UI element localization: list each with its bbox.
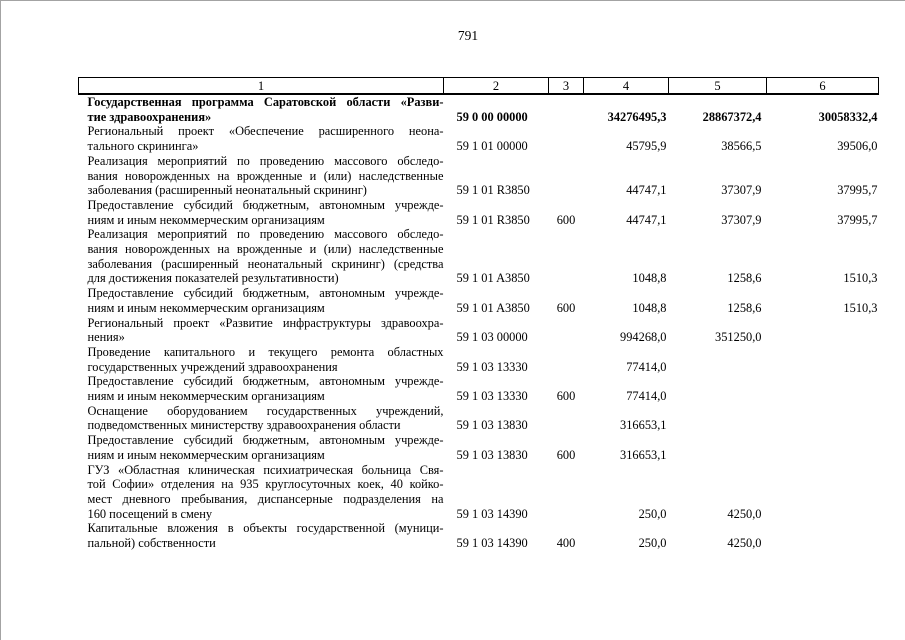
name-cell [79,521,444,550]
expense-type-cell [549,316,584,345]
name-line: ниям и иным некоммерческим организациям [87,212,325,227]
expense-type-cell [549,404,584,433]
amount-cell [767,316,879,345]
name-cell [79,94,444,124]
name-cell [79,433,444,462]
table-row [79,463,879,522]
amount-cell: 45795,9 [626,139,667,154]
amount-cell: 38566,5 [721,139,762,154]
name-line: Предоставление субсидий бюджетным, автономным учрежде- [87,286,444,301]
name-cell [79,374,444,403]
name-line: Реализация мероприятий по проведению массового обследо- [87,153,444,168]
name-line: тие здравоохранения» [87,109,212,124]
amount-cell: 994268,0 [620,330,667,345]
amount-cell [669,345,767,374]
amount-cell: 1510,3 [843,271,878,286]
name-line: Предоставление субсидий бюджетным, автономным учрежде- [87,197,444,212]
name-line: ниям и иным некоммерческим организациям [87,300,325,315]
target-code-cell: 59 1 03 13330 [456,389,528,404]
name-line: Оснащение оборудованием государственных учреждений, [87,403,444,418]
column-header: 5 [669,78,767,95]
name-line: ГУЗ «Областная клиническая психиатрическая больница Свя- [87,462,444,477]
name-line: заболевания (расширенный неонатальный скрининг) (средства [87,256,444,271]
name-line: Региональный проект «Обеспечение расширенного неона- [87,124,444,139]
amount-cell [767,404,879,433]
name-line: государственных учреждений здравоохранения [87,359,338,374]
amount-cell: 37307,9 [721,212,762,227]
amount-cell: 37995,7 [837,212,878,227]
amount-cell [767,374,879,403]
target-code-cell: 59 0 00 00000 [456,109,528,124]
amount-cell: 77414,0 [626,389,667,404]
target-code-cell: 59 1 01 R3850 [456,183,530,198]
name-line: вания новорожденных на врожденные и (или) наследственные [87,168,444,183]
name-line: ниям и иным некоммерческим организациям [87,389,325,404]
amount-cell: 39506,0 [837,139,878,154]
name-line: мест дневного пребывания, диспансерные подразделения на [87,491,444,506]
name-line: Региональный проект «Развитие инфраструктуры здравоохра- [87,315,444,330]
amount-cell [767,463,879,522]
expense-type-cell: 600 [556,300,576,315]
name-cell [79,198,444,227]
name-cell [79,316,444,345]
amount-cell: 34276495,3 [607,109,667,124]
column-header: 6 [767,78,879,95]
name-line: 160 посещений в смену [87,506,213,521]
page-number: 791 [457,28,479,43]
table-header-row [79,78,879,95]
amount-cell: 250,0 [638,536,667,551]
name-line: Предоставление субсидий бюджетным, автономным учрежде- [87,374,444,389]
table-row [79,198,879,227]
name-line: подведомственных министерству здравоохранения области [87,418,401,433]
amount-cell: 1258,6 [727,300,762,315]
target-code-cell: 59 1 01 R3850 [456,212,530,227]
name-line: ниям и иным некоммерческим организациям [87,447,325,462]
amount-cell [767,521,879,550]
amount-cell: 316653,1 [620,447,667,462]
name-cell [79,345,444,374]
name-cell [79,124,444,153]
amount-cell [669,433,767,462]
expense-type-cell [549,124,584,153]
target-code-cell: 59 1 03 13830 [456,418,528,433]
name-line: нения» [87,330,125,345]
budget-table [78,77,879,551]
target-code-cell: 59 1 01 A3850 [456,271,530,286]
name-cell [79,227,444,286]
name-line: той Софии» отделения на 935 круглосуточных коек, 40 койко- [87,477,444,492]
table-body [79,94,879,551]
column-header: 2 [444,78,549,95]
target-code-cell: 59 1 03 00000 [456,330,528,345]
amount-cell: 1510,3 [843,300,878,315]
table-row [79,227,879,286]
column-header: 1 [79,78,444,95]
name-line: для достижения показателей результативности) [87,271,339,286]
name-line: Капитальные вложения в объекты государственной (муници- [87,521,444,536]
expense-type-cell: 600 [556,389,576,404]
amount-cell [767,433,879,462]
table-row [79,286,879,315]
amount-cell: 4250,0 [727,536,762,551]
table-row [79,345,879,374]
target-code-cell: 59 1 01 00000 [456,139,528,154]
amount-cell [669,404,767,433]
name-line: Предоставление субсидий бюджетным, автономным учрежде- [87,433,444,448]
name-line: тального скрининга» [87,139,199,154]
amount-cell: 316653,1 [620,418,667,433]
expense-type-cell [549,463,584,522]
name-line: Проведение капитального и текущего ремонта областных [87,344,444,359]
amount-cell: 4250,0 [727,506,762,521]
column-header: 4 [584,78,669,95]
target-code-cell: 59 1 01 A3850 [456,300,530,315]
table-row [79,521,879,550]
name-line: заболевания (расширенный неонатальный скрининг) [87,183,367,198]
name-line: пальной) собственности [87,536,216,551]
table-header [79,78,879,95]
expense-type-cell: 600 [556,447,576,462]
amount-cell: 77414,0 [626,359,667,374]
name-cell [79,154,444,198]
amount-cell [669,374,767,403]
amount-cell [767,345,879,374]
amount-cell: 37995,7 [837,183,878,198]
amount-cell: 37307,9 [721,183,762,198]
expense-type-cell [549,227,584,286]
table-row [79,154,879,198]
name-cell [79,463,444,522]
amount-cell: 28867372,4 [702,109,762,124]
column-header: 3 [549,78,584,95]
target-code-cell: 59 1 03 14390 [456,536,528,551]
amount-cell: 250,0 [638,506,667,521]
amount-cell: 1258,6 [727,271,762,286]
target-code-cell: 59 1 03 13330 [456,359,528,374]
target-code-cell: 59 1 03 13830 [456,447,528,462]
expense-type-cell [549,154,584,198]
expense-type-cell: 600 [556,212,576,227]
expense-type-cell [549,345,584,374]
expense-type-cell: 400 [556,536,576,551]
amount-cell: 351250,0 [715,330,762,345]
table-row [79,124,879,153]
name-cell [79,286,444,315]
table-row [79,316,879,345]
expense-type-cell [549,94,584,124]
table-row [79,433,879,462]
name-line: вания новорожденных на врожденные и (или) наследственные [87,242,444,257]
name-cell [79,404,444,433]
table-row [79,94,879,124]
name-line: Реализация мероприятий по проведению массового обследо- [87,227,444,242]
table-row [79,404,879,433]
target-code-cell: 59 1 03 14390 [456,506,528,521]
amount-cell: 44747,1 [626,212,667,227]
amount-cell: 30058332,4 [818,109,878,124]
table-row [79,374,879,403]
amount-cell: 44747,1 [626,183,667,198]
amount-cell: 1048,8 [632,300,667,315]
amount-cell: 1048,8 [632,271,667,286]
name-line: Государственная программа Саратовской области «Разви- [87,95,444,109]
